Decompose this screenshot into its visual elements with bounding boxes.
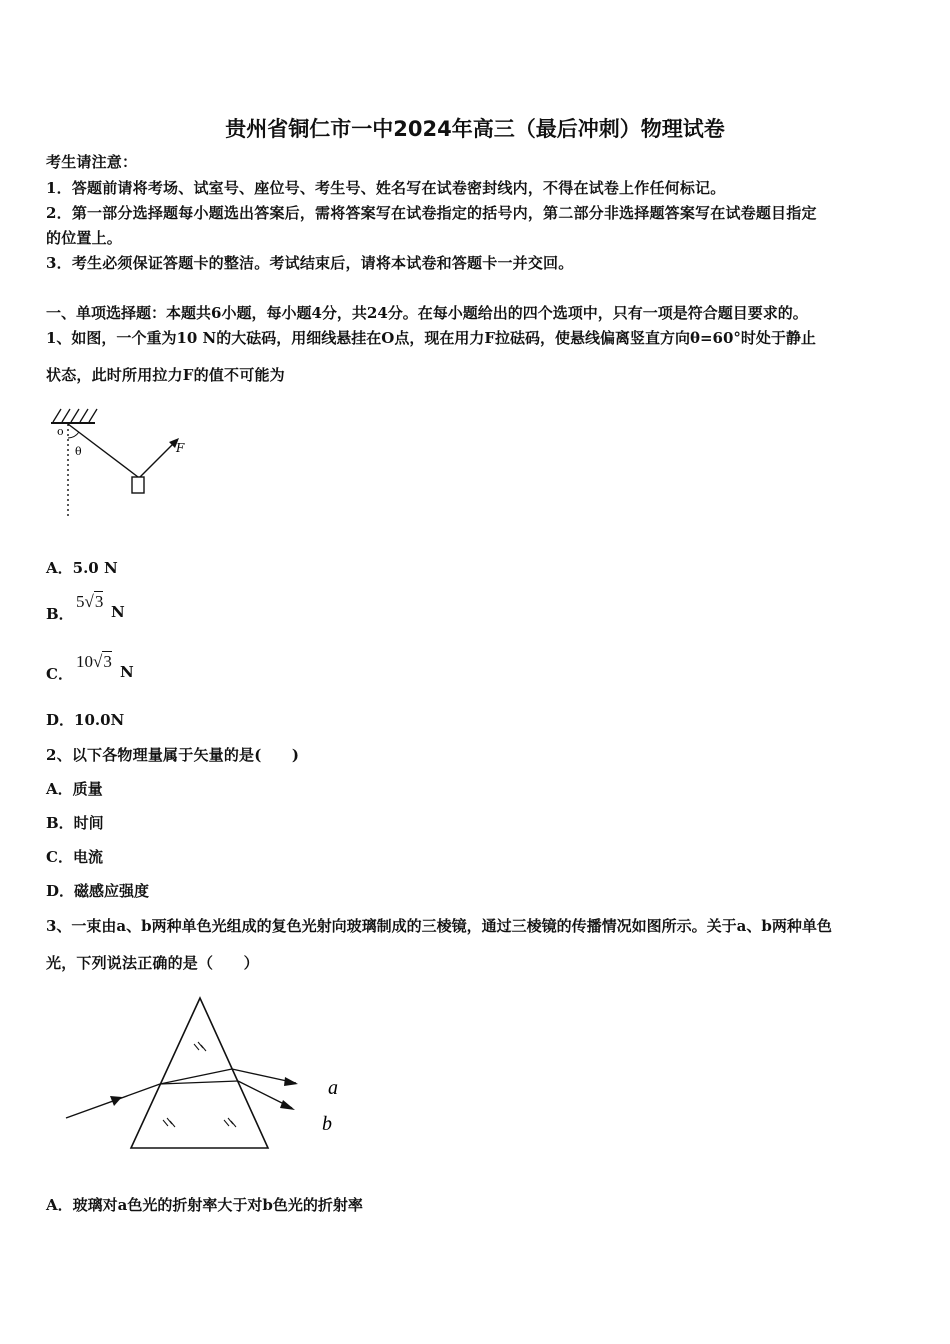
sqrt-symbol: √: [93, 652, 103, 671]
label-b: b: [322, 1113, 332, 1135]
q1-option-c-value: [76, 652, 112, 672]
notice-heading: 考生请注意：: [46, 153, 138, 171]
c-radicand: 3: [103, 652, 112, 671]
q3-option-a: A．玻璃对a色光的折射率大于对b色光的折射率: [46, 1196, 363, 1214]
label-o: o: [57, 425, 64, 438]
q2-option-c: C．电流: [46, 848, 103, 866]
b-coef: 5: [76, 592, 85, 611]
notice-item: 1．答题前请将考场、试室号、座位号、考生号、姓名写在试卷密封线内，不得在试卷上作任何标记。: [46, 179, 726, 197]
section-heading: 一、单项选择题：本题共6小题，每小题4分，共24分。在每小题给出的四个选项中，只有一项是符合题目要求的。: [46, 304, 808, 322]
q1-stem-line1: 1、如图，一个重为10 N的大砝码，用细线悬挂在O点，现在用力F拉砝码，使悬线偏离竖直方向θ=60°时处于静止: [46, 329, 816, 347]
q1-option-b-unit: N: [111, 603, 125, 621]
q3-stem-line2: 光，下列说法正确的是（ ）: [46, 954, 259, 972]
q1-option-c-unit: N: [120, 663, 134, 681]
notice-item: 的位置上。: [46, 229, 123, 247]
q3-prism-diagram: [60, 990, 360, 1160]
b-radicand: 3: [94, 592, 104, 611]
theta-arc: [68, 432, 79, 438]
q1-stem-line2: 状态，此时所用拉力F的值不可能为: [46, 366, 285, 384]
ray-b-arrowhead: [280, 1100, 295, 1110]
label-f: F: [176, 441, 185, 455]
q1-option-b-value: [76, 592, 103, 612]
ray-a-arrowhead: [284, 1077, 298, 1086]
c-coef: 10: [76, 652, 93, 671]
q2-option-a: A．质量: [46, 780, 103, 798]
q2-option-b: B．时间: [46, 814, 104, 832]
label-theta: θ: [75, 445, 82, 458]
force-f-arrow: [140, 441, 176, 477]
notice-item: 3．考生必须保证答题卡的整洁。考试结束后，请将本试卷和答题卡一并交回。: [46, 254, 574, 272]
ceiling-hatch: [53, 409, 97, 422]
label-a: a: [328, 1077, 338, 1099]
q1-force-diagram: [45, 405, 195, 525]
page-title: 贵州省铜仁市一中2024年高三（最后冲刺）物理试卷: [225, 117, 725, 141]
notice-item: 2．第一部分选择题每小题选出答案后，需将答案写在试卷指定的括号内，第二部分非选择题答案写在试卷题目指定: [46, 204, 817, 222]
q1-option-c-prefix: C．: [46, 665, 73, 683]
q3-stem-line1: 3、一束由a、b两种单色光组成的复色光射向玻璃制成的三棱镜，通过三棱镜的传播情况如图所示。关于a、b两种单色: [46, 917, 832, 935]
q1-option-a: A．5.0 N: [46, 559, 118, 577]
weight-block: [132, 477, 144, 493]
q2-option-d: D．磁感应强度: [46, 882, 150, 900]
q2-stem: 2、以下各物理量属于矢量的是( ): [46, 746, 300, 764]
q1-option-b-prefix: B．: [46, 605, 74, 623]
q1-option-d: D．10.0N: [46, 711, 125, 729]
sqrt-symbol: √: [84, 592, 94, 611]
